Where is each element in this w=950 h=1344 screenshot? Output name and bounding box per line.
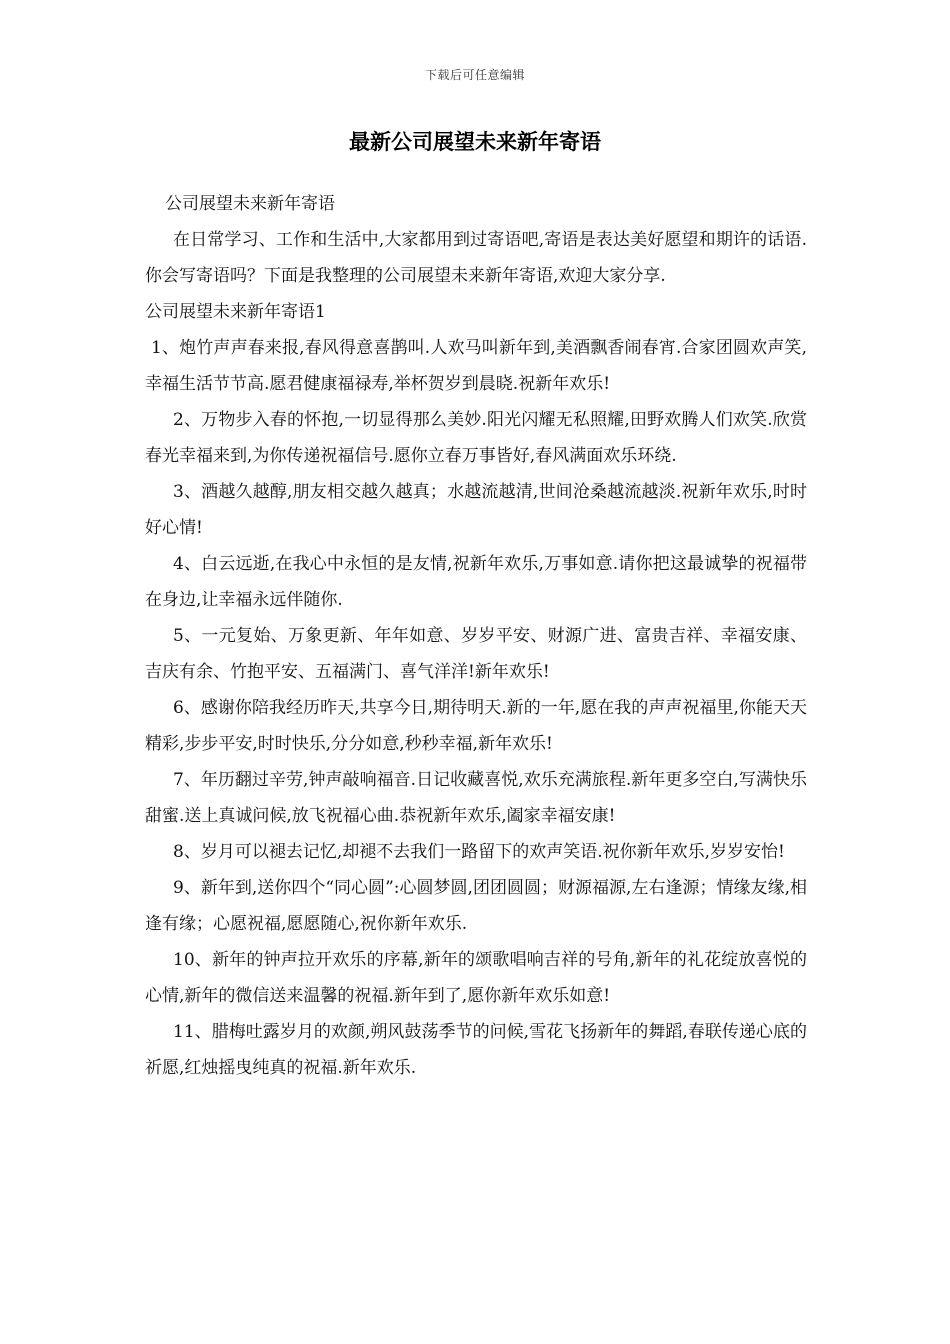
list-item-7: 7、年历翻过辛劳,钟声敲响福音.日记收藏喜悦,欢乐充满旅程.新年更多空白,写满快乐甜蜜.送上真诚问候,放飞祝福心曲.恭祝新年欢乐,阖家幸福安康! bbox=[145, 770, 807, 826]
list-item-2: 2、万物步入春的怀抱,一切显得那么美妙.阳光闪耀无私照耀,田野欢腾人们欢笑.欣赏春光幸福来到,为你传递祝福信号.愿你立春万事皆好,春风满面欢乐环绕. bbox=[145, 410, 807, 466]
list-item-4: 4、白云远逝,在我心中永恒的是友情,祝新年欢乐,万事如意.请你把这最诚挚的祝福带在身边,让幸福永远伴随你. bbox=[145, 554, 807, 610]
list-item-8: 8、岁月可以褪去记忆,却褪不去我们一路留下的欢声笑语.祝你新年欢乐,岁岁安怡! bbox=[173, 842, 785, 862]
list-item-11: 11、腊梅吐露岁月的欢颜,朔风鼓荡季节的问候,雪花飞扬新年的舞蹈,春联传递心底的祈愿,红烛摇曳纯真的祝福.新年欢乐. bbox=[145, 1022, 807, 1078]
header-note: 下载后可任意编辑 bbox=[424, 68, 525, 82]
list-item-1: 1、炮竹声声春来报,春风得意喜鹊叫.人欢马叫新年到,美酒飘香闹春宵.合家团圆欢声笑,幸福生活节节高.愿君健康福禄寿,举杯贺岁到晨晓.祝新年欢乐! bbox=[145, 338, 807, 394]
list-item-3: 3、酒越久越醇,朋友相交越久越真；水越流越清,世间沧桑越流越淡.祝新年欢乐,时时好心情! bbox=[145, 482, 807, 538]
subtitle: 公司展望未来新年寄语 bbox=[165, 194, 335, 214]
list-item-5: 5、一元复始、万象更新、年年如意、岁岁平安、财源广进、富贵吉祥、幸福安康、吉庆有余、竹抱平安、五福满门、喜气洋洋!新年欢乐! bbox=[145, 626, 807, 682]
section-heading: 公司展望未来新年寄语1 bbox=[145, 302, 326, 322]
list-item-10: 10、新年的钟声拉开欢乐的序幕,新年的颂歌唱响吉祥的号角,新年的礼花绽放喜悦的心情,新年的微信送来温馨的祝福.新年到了,愿你新年欢乐如意! bbox=[145, 950, 807, 1006]
list-item-6: 6、感谢你陪我经历昨天,共享今日,期待明天.新的一年,愿在我的声声祝福里,你能天天精彩,步步平安,时时快乐,分分如意,秒秒幸福,新年欢乐! bbox=[145, 698, 807, 754]
document-title: 最新公司展望未来新年寄语 bbox=[349, 130, 601, 154]
document-body bbox=[145, 186, 807, 1086]
intro-paragraph: 在日常学习、工作和生活中,大家都用到过寄语吧,寄语是表达美好愿望和期许的话语.你会写寄语吗？下面是我整理的公司展望未来新年寄语,欢迎大家分享. bbox=[145, 230, 807, 286]
list-item-9: 9、新年到,送你四个“同心圆”:心圆梦圆,团团圆圆；财源福源,左右逢源；情缘友缘,相逢有缘；心愿祝福,愿愿随心,祝你新年欢乐. bbox=[145, 878, 807, 934]
